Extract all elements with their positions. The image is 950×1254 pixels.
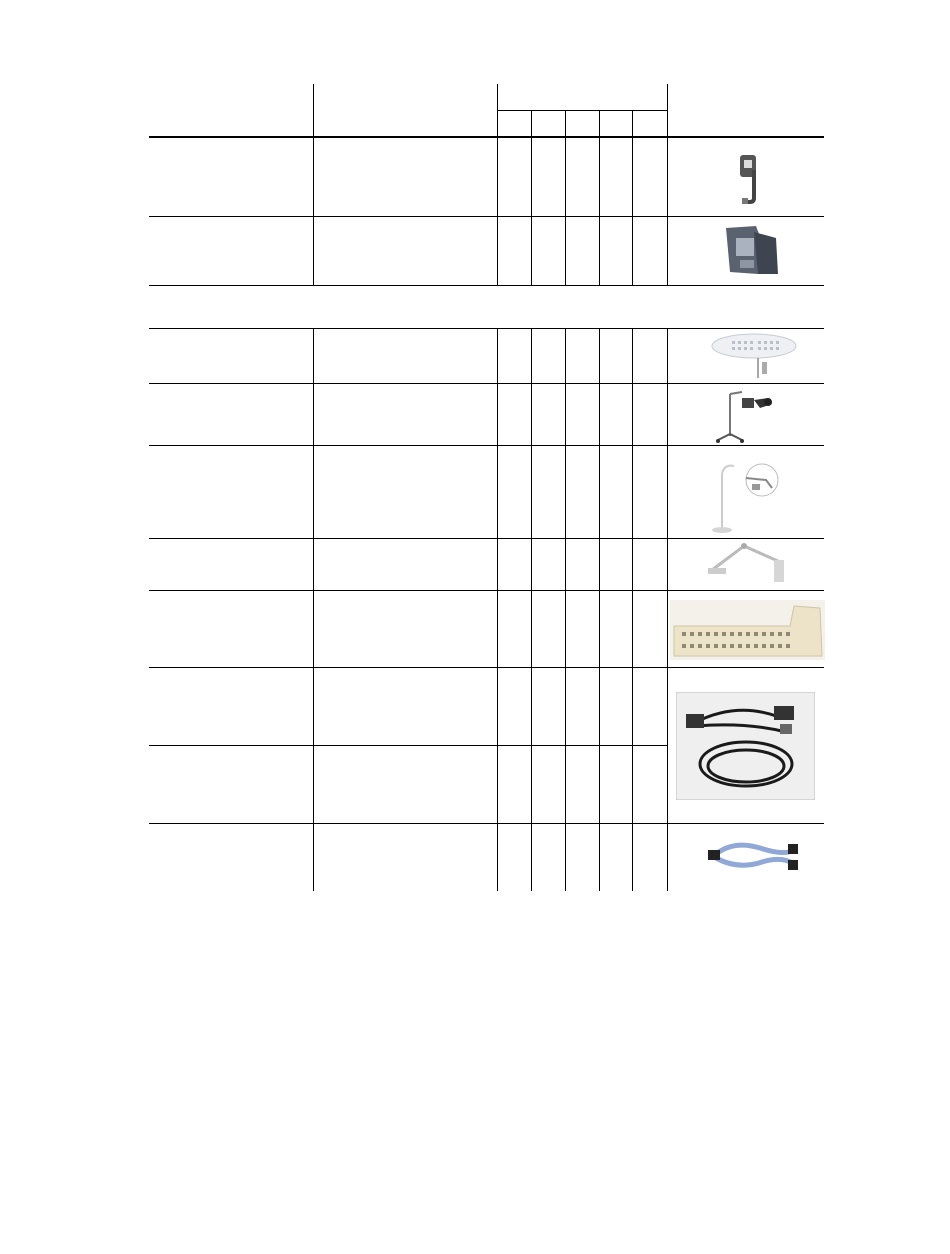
sata-cable-icon xyxy=(704,836,802,876)
mount-clip-icon xyxy=(718,222,784,280)
floor-lamp-icon xyxy=(706,458,782,538)
led-lamp-head-icon xyxy=(708,332,804,380)
floor-stand-icon xyxy=(712,386,782,444)
articulated-arm-icon xyxy=(704,542,794,586)
cable-assembly-icon xyxy=(676,692,815,800)
wall-bracket-icon xyxy=(730,150,776,206)
connector-block-icon xyxy=(670,600,825,660)
